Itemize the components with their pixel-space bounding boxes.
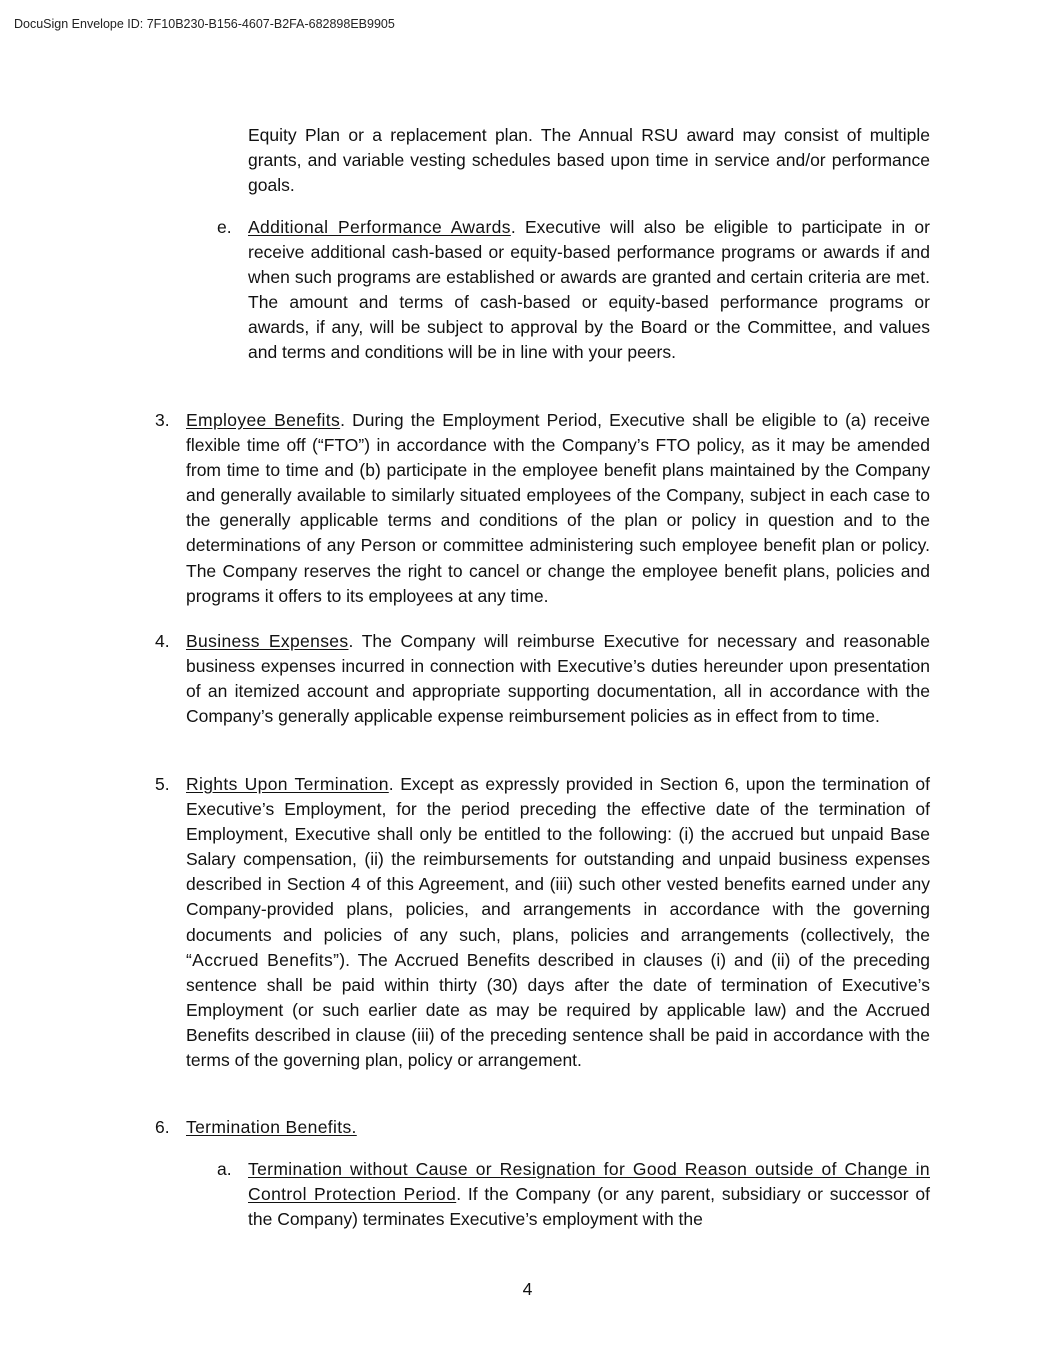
section-3-marker: 3. <box>155 410 170 430</box>
section-4-marker: 4. <box>155 631 170 651</box>
continuation-paragraph <box>248 123 930 198</box>
section-3-text: . During the Employment Period, Executive shall be eligible to (a) receive flexible time off (“FTO”) in accordance with the Company’s FTO policy, as it may be amended from time to time and (b) participate in the employee benefit plans maintained by the Company and generally available to similarly situated employees of the Company, subject in each case to the generally applicable terms and conditions of the plan or policy in question and to the determinations of any Person or committee administering such employee benefit plan or policy. The Company reserves the right to cancel or change the employee benefit plans, policies and programs it offers to its employees at any time. <box>186 410 930 606</box>
section-5-text-a: . Except as expressly provided in Section 6, upon the termination of Executive’s Employment, for the period preceding the effective date of the termination of Employment, Executive shall only be entitled to the following: (i) the accrued but unpaid Base Salary compensation, (ii) the reimbursements for outstanding and unpaid business expenses described in Section 4 of this Agreement, and (iii) such other vested benefits earned under any Company-provided plans, policies, and arrangements in accordance with the governing documents and policies of any such, plans, policies and arrangements (collectively, the <box>186 774 930 945</box>
item-a-paragraph <box>248 1157 930 1232</box>
section-5-heading: Rights Upon Termination <box>186 774 389 794</box>
page-number: 4 <box>522 1279 533 1299</box>
section-6-marker: 6. <box>155 1117 170 1137</box>
section-3-heading: Employee Benefits <box>186 410 341 430</box>
item-a-heading: Termination without Cause or Resignation for Good Reason outside of Change in Control Protection Period <box>248 1159 930 1205</box>
section-6-paragraph <box>186 1115 930 1140</box>
item-e-marker: e. <box>217 217 232 237</box>
section-6-heading: Termination Benefits. <box>186 1117 357 1137</box>
section-5-text-b: ). The Accrued Benefits described in clauses (i) and (ii) of the preceding sentence shall be paid within thirty (30) days after the date of termination of Executive’s Employment (or such earlier date as may be required by applicable law) and the Accrued Benefits described in clause (iii) of the preceding sentence shall be paid in accordance with the terms of the governing plan, policy or arrangement. <box>186 949 930 1071</box>
section-4-text: . The Company will reimburse Executive for necessary and reasonable business expenses incurred in connection with Executive’s duties hereunder upon presentation of an itemized account and appropriate supporting documentation, all in accordance with the Company’s generally applicable expense reimbursement policies as in effect from to time. <box>186 631 930 727</box>
section-4-heading: Business Expenses <box>186 631 349 651</box>
item-a-marker: a. <box>217 1159 232 1179</box>
item-e-text: . Executive will also be eligible to participate in or receive additional cash-based or equity-based performance programs or awards if and when such programs are established or awards are granted and certain criteria are met. The amount and terms of cash-based or equity-based performance programs or awards, if any, will be subject to approval by the Board or the Committee, and values and terms and conditions will be in line with your peers. <box>248 217 930 363</box>
section-4-paragraph <box>186 629 930 729</box>
item-a-text: . If the Company (or any parent, subsidiary or successor of the Company) terminates Executive’s employment with the <box>248 1184 930 1230</box>
docusign-envelope-id: DocuSign Envelope ID: 7F10B230-B156-4607-B2FA-682898EB9905 <box>14 17 395 31</box>
section-3-paragraph <box>186 408 930 609</box>
accrued-benefits-term: “Accrued Benefits” <box>186 949 340 970</box>
continuation-text: Equity Plan or a replacement plan. The Annual RSU award may consist of multiple grants, and variable vesting schedules based upon time in service and/or performance goals. <box>248 125 930 196</box>
item-e-heading: Additional Performance Awards <box>248 217 511 237</box>
section-5-paragraph <box>186 772 930 1073</box>
item-e-paragraph <box>248 215 930 366</box>
section-5-marker: 5. <box>155 774 170 794</box>
